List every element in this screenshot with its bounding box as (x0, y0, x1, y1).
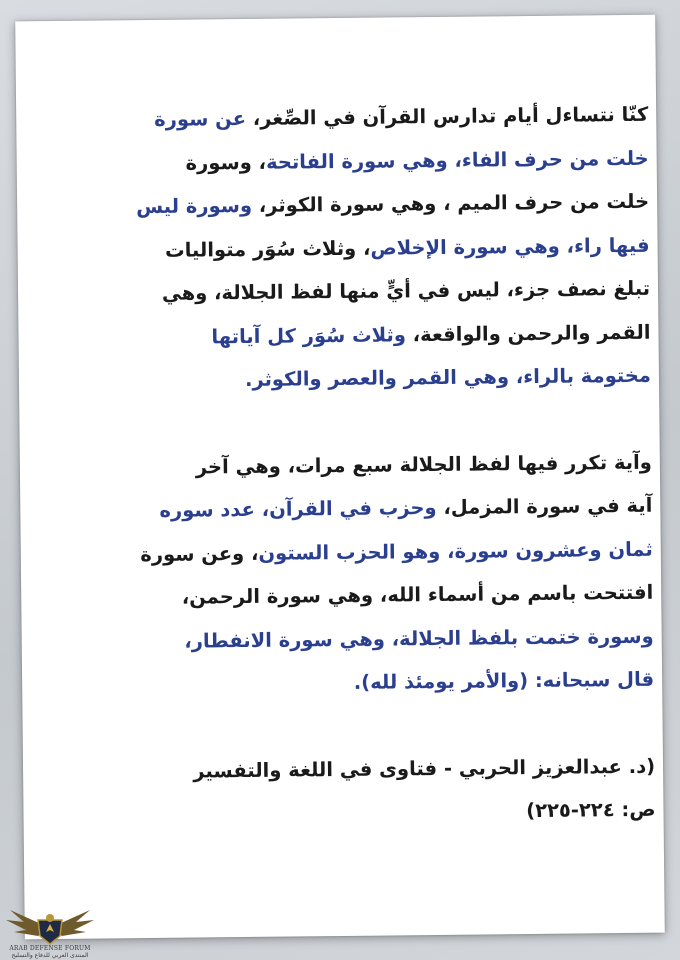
text-line (73, 614, 653, 664)
highlighted-text: قال سبحانه: (والأمر يومئذ لله). (353, 667, 655, 694)
body-text: ص: ٢٢٤-٢٢٥) (526, 797, 656, 823)
text-line (72, 484, 652, 534)
body-paragraph (72, 440, 655, 707)
text-line (68, 93, 648, 143)
highlighted-text: مختومة بالراء، وهي القمر والعصر والكوثر. (244, 363, 652, 391)
body-text: خلت من حرف الميم ، وهي سورة الكوثر، (251, 189, 650, 217)
article-body (68, 93, 656, 838)
text-line (68, 136, 648, 186)
highlighted-text: وسورة ليس (136, 193, 253, 219)
body-text: افتتحت باسم من أسماء الله، وهي سورة الرحمن، (181, 580, 654, 609)
body-text: وآية تكرر فيها لفظ الجلالة سبع مرات، وهي آخر (195, 450, 652, 479)
forum-logo-caption-ar: المنتدى العربي للدفاع والتسليح (11, 952, 89, 959)
text-line (75, 788, 655, 838)
highlighted-text: فيها راء، وهي سورة الإخلاص (370, 233, 650, 260)
text-line (75, 744, 655, 794)
text-line (72, 440, 652, 490)
text-card (15, 15, 665, 940)
body-text: ، وسورة (185, 150, 267, 175)
body-text: كنّا نتساءل أيام تدارس القرآن في الصِّغر، (245, 102, 649, 130)
text-line (73, 571, 653, 621)
highlighted-text: عن سورة (154, 106, 247, 131)
citation-paragraph (75, 744, 656, 837)
eagle-wings-emblem (6, 910, 94, 944)
forum-logo-caption-en: ARAB DEFENSE FORUM (9, 945, 91, 952)
text-line (69, 180, 649, 230)
highlighted-text: وسورة ختمت بلفظ الجلالة، وهي سورة الانفطار، (184, 624, 654, 653)
body-paragraph (68, 93, 651, 404)
body-text: القمر والرحمن والواقعة، (405, 320, 651, 346)
text-line (70, 267, 650, 317)
body-text: (د. عبدالعزيز الحربي - فتاوى في اللغة والتفسير (193, 754, 656, 783)
highlighted-text: وثلاث سُوَر كل آياتها (211, 322, 407, 348)
highlighted-text: ثمان وعشرون سورة، وهو الحزب الستون (258, 537, 653, 565)
text-line (69, 223, 649, 273)
body-text: ، وثلاث سُوَر متواليات (164, 236, 371, 262)
highlighted-text: وحزب في القرآن، عدد سوره (159, 495, 437, 522)
body-text: تبلغ نصف جزء، ليس في أيٍّ منها لفظ الجلالة، وهي (161, 276, 651, 305)
text-line (74, 658, 654, 708)
text-line (73, 527, 653, 577)
text-line (71, 354, 651, 404)
body-text: ، وعن سورة (140, 541, 259, 566)
body-text: آية في سورة المزمل، (436, 493, 653, 519)
highlighted-text: خلت من حرف الفاء، وهي سورة الفاتحة (265, 146, 649, 174)
text-line (70, 310, 650, 360)
